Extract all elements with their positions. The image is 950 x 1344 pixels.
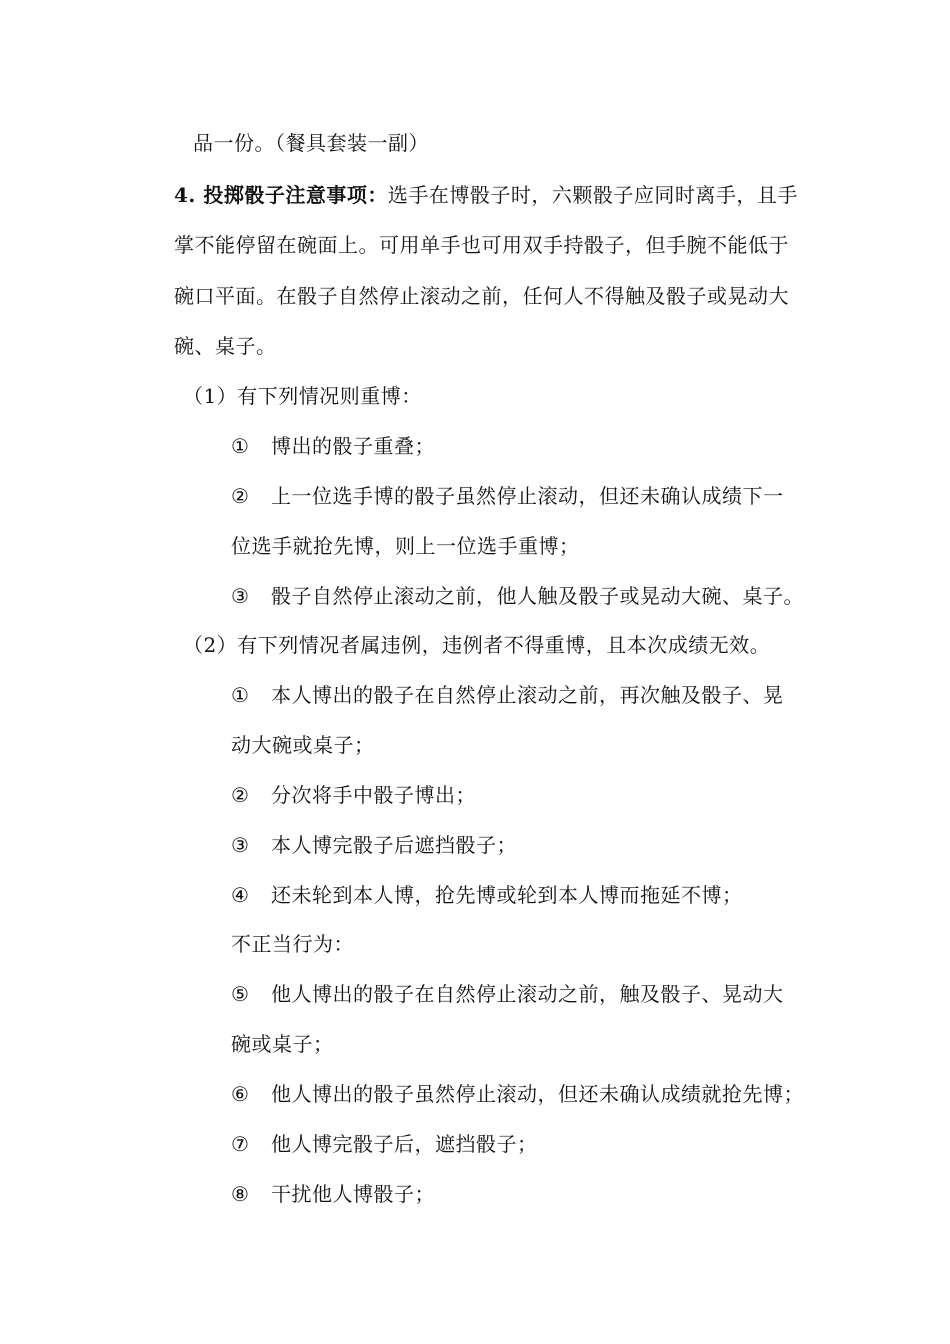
item-text: 本人博完骰子后遮挡骰子； bbox=[271, 833, 517, 857]
violation-item-5 bbox=[231, 981, 784, 1007]
violation-item-1 bbox=[231, 682, 784, 708]
item-text: 博出的骰子重叠； bbox=[271, 434, 435, 458]
rebet-item-3 bbox=[231, 583, 804, 609]
violation-conditions-title: （2）有下列情况者属违例，违例者不得重博，且本次成绩无效。 bbox=[183, 633, 771, 657]
violation-item-8 bbox=[231, 1181, 435, 1207]
section-4-text: 选手在博骰子时，六颗骰子应同时离手，且手 bbox=[387, 183, 798, 207]
rebet-item-2 bbox=[231, 483, 784, 509]
item-marker: ⑧ bbox=[231, 1182, 250, 1206]
item-text: 他人博出的骰子在自然停止滚动之前，触及骰子、晃动大 bbox=[271, 982, 784, 1006]
item-marker: ⑦ bbox=[231, 1132, 250, 1156]
item-text: 他人博出的骰子虽然停止滚动，但还未确认成绩就抢先博； bbox=[271, 1082, 804, 1106]
item-marker: ① bbox=[231, 683, 250, 707]
section-4-paragraph-line-1 bbox=[174, 182, 798, 208]
item-marker: ④ bbox=[231, 883, 250, 907]
violation-item-2 bbox=[231, 782, 476, 808]
item-text: 骰子自然停止滚动之前，他人触及骰子或晃动大碗、桌子。 bbox=[271, 584, 804, 608]
violation-item-6 bbox=[231, 1081, 804, 1107]
violation-item-7 bbox=[231, 1131, 538, 1157]
section-4-paragraph-line-3: 碗口平面。在骰子自然停止滚动之前，任何人不得触及骰子或晃动大 bbox=[174, 284, 789, 308]
text-line-prize: 品一份。（餐具套装一副） bbox=[193, 131, 429, 155]
violation-item-1-continued: 动大碗或桌子； bbox=[231, 733, 375, 757]
rebet-item-2-continued: 位选手就抢先博，则上一位选手重博； bbox=[231, 534, 580, 558]
item-marker: ② bbox=[231, 484, 250, 508]
item-text: 干扰他人博骰子； bbox=[271, 1182, 435, 1206]
section-4-heading: 4. 投掷骰子注意事项： bbox=[174, 183, 388, 207]
item-marker: ③ bbox=[231, 584, 250, 608]
violation-item-4 bbox=[231, 882, 743, 908]
section-4-paragraph-line-2: 掌不能停留在碗面上。可用单手也可用双手持骰子，但手腕不能低于 bbox=[174, 233, 789, 257]
item-text: 本人博出的骰子在自然停止滚动之前，再次触及骰子、晃 bbox=[271, 683, 784, 707]
violation-item-5-continued: 碗或桌子； bbox=[231, 1032, 334, 1056]
rebet-item-1 bbox=[231, 433, 435, 459]
item-marker: ⑤ bbox=[231, 982, 250, 1006]
violation-item-3 bbox=[231, 832, 517, 858]
item-marker: ③ bbox=[231, 833, 250, 857]
item-marker: ② bbox=[231, 783, 250, 807]
item-text: 上一位选手博的骰子虽然停止滚动，但还未确认成绩下一 bbox=[271, 484, 784, 508]
item-marker: ⑥ bbox=[231, 1082, 250, 1106]
rebet-conditions-title: （1）有下列情况则重博： bbox=[183, 384, 422, 408]
item-marker: ① bbox=[231, 434, 250, 458]
item-text: 还未轮到本人博，抢先博或轮到本人博而拖延不博； bbox=[271, 883, 743, 907]
item-text: 分次将手中骰子博出； bbox=[271, 783, 476, 807]
improper-behavior-label: 不正当行为： bbox=[231, 932, 354, 956]
section-4-paragraph-line-4: 碗、桌子。 bbox=[174, 334, 277, 358]
item-text: 他人博完骰子后，遮挡骰子； bbox=[271, 1132, 538, 1156]
